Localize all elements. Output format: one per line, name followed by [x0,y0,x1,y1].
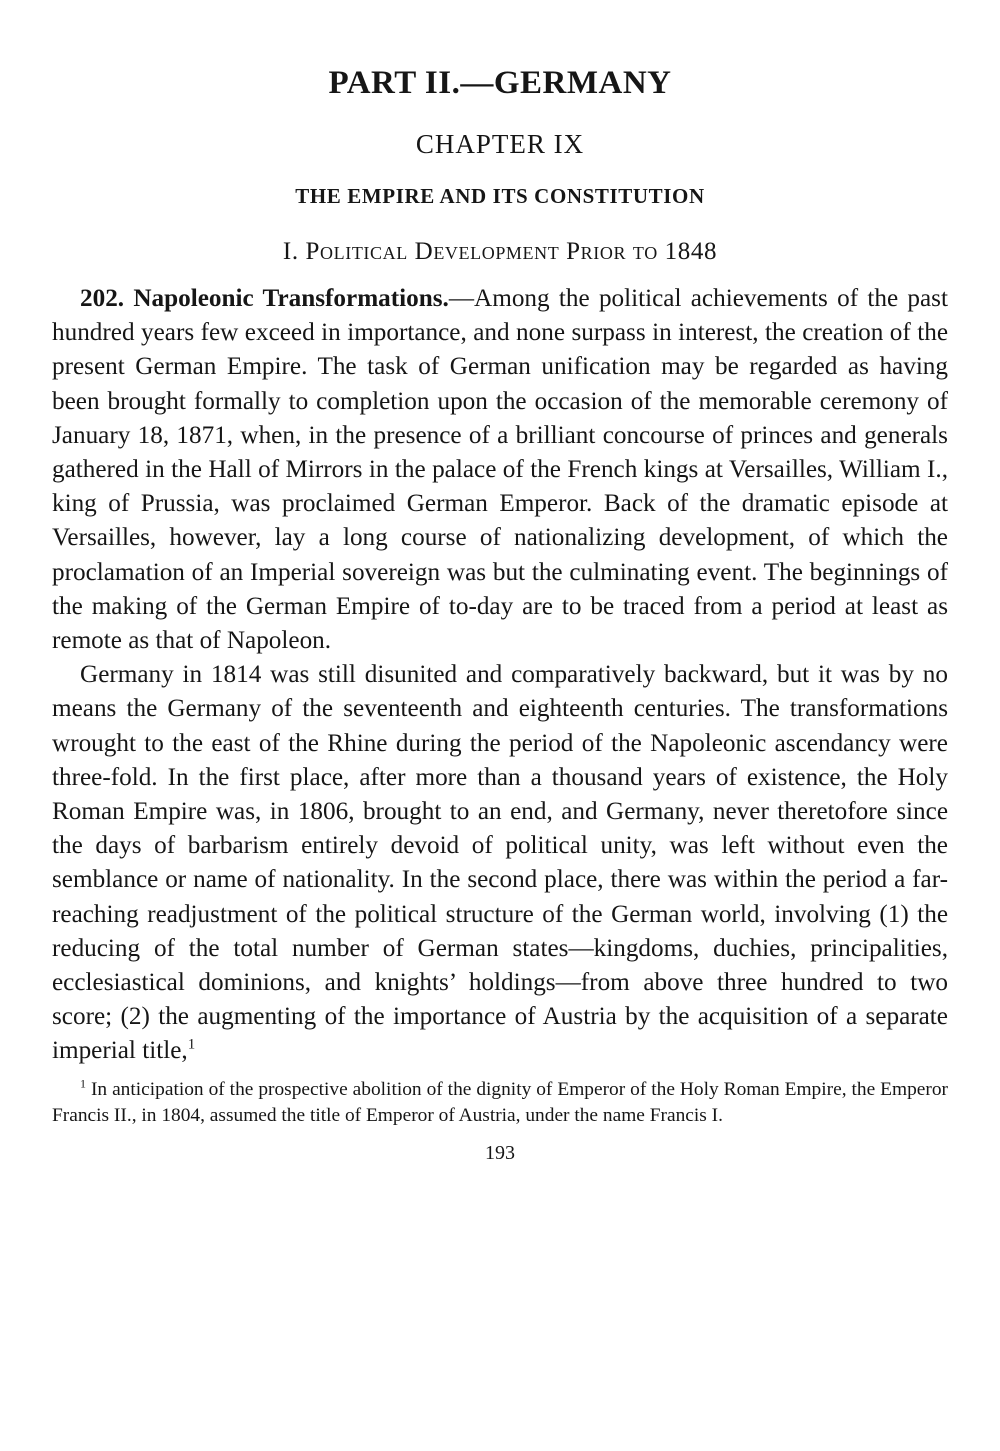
section-title: I. Political Development Prior to 1848 [282,238,718,265]
footnote-marker: 1 [80,1076,86,1091]
page-number: 193 [485,1141,515,1164]
body-paragraph-2 [52,658,948,1068]
paragraph-text: Germany in 1814 was still disunited and comparatively backward, but it was by no means the Germany of the seventeenth and eighteenth centuries. The transformations wrought to the east of the Rhine during the period of the Napoleonic ascendancy were three-fold. In the first place, after more than a thousand years of existence, the Holy Roman Empire was, in 1806, brought to an end, and Germany, never theretofore since the days of barbarism entirely devoid of political unity, was left without even the semblance or name of nationality. In the second place, there was within the period a far-reaching readjustment of the political structure of the German world, involving (1) the reducing of the total number of German states—kingdoms, duchies, principalities, ecclesiastical dominions, and knights’ holdings—from above three hundred to two score; (2) the augmenting of the importance of Austria by the acquisition of a separate imperial title, [52,661,948,1065]
book-page [52,58,948,1167]
paragraph-heading: 202. Napoleonic Transformations. [80,285,449,312]
footnote [52,1077,948,1129]
chapter-number: CHAPTER IX [415,129,585,159]
paragraph-text: —Among the political achievements of the past hundred years few exceed in importance, and none surpass in interest, the creation of the present German Empire. The task of German unification may be regarded as having been brought formally to completion upon the occasion of the memorable ceremony of January 18, 1871, when, in the presence of a brilliant concourse of princes and generals gathered in the Hall of Mirrors in the palace of the French kings at Versailles, William I., king of Prussia, was proclaimed German Emperor. Back of the dramatic episode at Versailles, however, lay a long course of nationalizing development, of which the proclamation of an Imperial sovereign was but the culminating event. The beginnings of the making of the German Empire of to-day are to be traced from a period at least as remote as that of Napoleon. [52,285,948,655]
part-title: PART II.—GERMANY [328,65,672,101]
footnote-reference[interactable]: 1 [187,1037,196,1054]
body-paragraph-1 [52,282,948,658]
footnote-text: In anticipation of the prospective abolition of the dignity of Emperor of the Holy Roman Empire, the Emperor Francis II., in 1804, assumed the title of Emperor of Austria, under the name Francis I. [52,1078,948,1126]
chapter-title: THE EMPIRE AND ITS CONSTITUTION [295,184,705,208]
